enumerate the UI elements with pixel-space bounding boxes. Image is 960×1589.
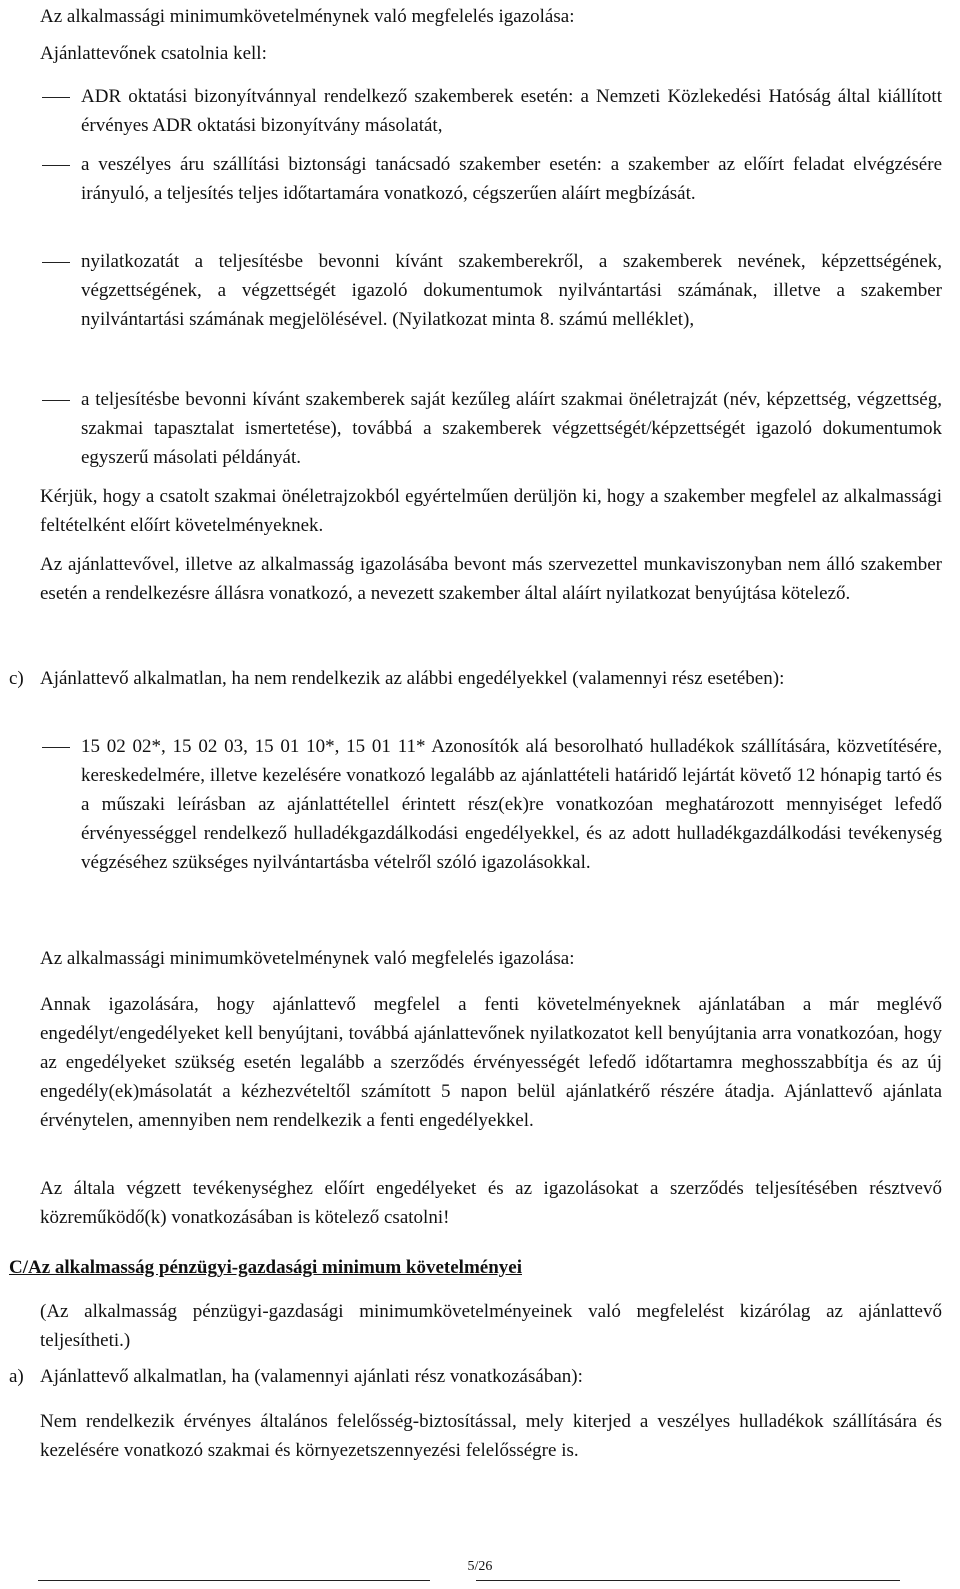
paragraph-requirement-proof: Az alkalmassági minimumkövetelménynek való megfelelés igazolása: — [40, 6, 575, 27]
paragraph-financial-note: (Az alkalmasság pénzügyi-gazdasági minimumkövetelményeinek való megfelelést kizárólag az ajánlattevő teljesítheti.) — [40, 1301, 942, 1351]
dash-bullet-icon — [42, 400, 70, 401]
dash-bullet-icon — [42, 165, 70, 166]
paragraph-must-attach: Ajánlattevőnek csatolnia kell: — [40, 43, 267, 64]
paragraph-requirement-proof-2: Az alkalmassági minimumkövetelménynek való megfelelés igazolása: — [40, 948, 575, 969]
bullet-cv: a teljesítésbe bevonni kívánt szakemberek saját kezűleg aláírt szakmai önéletrajzát (név, képzettség, végzettség, szakmai tapasztalat ismertetése), továbbá a szakemberek végzettségét/képzettségét igazoló dokumentumok egyszerű másolati példányát. — [81, 389, 942, 468]
paragraph-c-unfit: Ajánlattevő alkalmatlan, ha nem rendelkezik az alábbi engedélyekkel (valamennyi rész esetében): — [40, 668, 785, 689]
paragraph-permit-proof: Annak igazolására, hogy ajánlattevő megfelel a fenti követelményeknek ajánlatában a már meglévő engedélyt/engedélyeket kell benyújtani, továbbá ajánlattevőnek nyilatkozatot kell benyújtania arra vonatkozóan, hogy az engedélyeket szükség esetén legalább a szerződés érvényességét lefedő időtartamra meghosszabbítja és az új engedély(ek)másolatát a kézhezvételtől számított 5 napon belül ajánlatkérő részére átadja. Ajánlattevő ajánlata érvénytelen, amennyiben nem rendelkezik a fenti engedélyekkel. — [40, 994, 942, 1131]
list-label-c: c) — [9, 668, 24, 689]
paragraph-subcontractor-permits: Az általa végzett tevékenységhez előírt engedélyeket és az igazolásokat a szerződés teljesítésében résztvevő közreműködő(k) vonatkozásában is kötelező csatolni! — [40, 1178, 942, 1228]
paragraph-availability-declaration: Az ajánlattevővel, illetve az alkalmasság igazolásába bevont más szervezettel munkaviszonyban nem álló szakember esetén a rendelkezésre állásra vonatkozó, a nevezett szakember által aláírt nyilatkozat benyújtása kötelező. — [40, 554, 942, 604]
dash-bullet-icon — [42, 262, 70, 263]
section-heading-financial: C/Az alkalmasság pénzügyi-gazdasági minimum követelményei — [9, 1257, 522, 1278]
dash-bullet-icon — [42, 97, 70, 98]
paragraph-cv-request: Kérjük, hogy a csatolt szakmai önéletrajzokból egyértelműen derüljön ki, hogy a szakember megfelel az alkalmassági feltételként előírt követelményeknek. — [40, 486, 942, 536]
page-number: 5/26 — [467, 1559, 493, 1574]
bullet-experts-declaration: nyilatkozatát a teljesítésbe bevonni kívánt szakemberekről, a szakemberek nevének, képzettségének, végzettségének, a végzettségét igazoló dokumentumok nyilvántartási számának, illetve a szakember nyilvántartási számának megjelölésével. (Nyilatkozat minta 8. számú melléklet), — [81, 251, 942, 330]
list-label-a: a) — [9, 1366, 24, 1387]
footer-rule-left — [38, 1580, 430, 1581]
paragraph-insurance: Nem rendelkezik érvényes általános felelősség-biztosítással, mely kiterjed a veszélyes hulladékok szállítására és kezelésére vonatkozó szakmai és környezetszennyezési felelősségre is. — [40, 1411, 942, 1461]
paragraph-a-unfit: Ajánlattevő alkalmatlan, ha (valamennyi ajánlati rész vonatkozásában): — [40, 1366, 583, 1387]
bullet-adr-certificate: ADR oktatási bizonyítvánnyal rendelkező szakemberek esetén: a Nemzeti Közlekedési Hatóság által kiállított érvényes ADR oktatási bizonyítvány másolatát, — [81, 86, 942, 136]
footer-rule-right — [476, 1580, 900, 1581]
bullet-safety-advisor: a veszélyes áru szállítási biztonsági tanácsadó szakember esetén: a szakember az előírt feladat elvégzésére irányuló, a teljesítés teljes időtartamára vonatkozó, cégszerűen aláírt megbízását. — [81, 154, 942, 204]
bullet-waste-permits: 15 02 02*, 15 02 03, 15 01 10*, 15 01 11* Azonosítók alá besorolható hulladékok szállítására, közvetítésére, kereskedelmére, illetve kezelésére vonatkozó legalább az ajánlattételi határidő lejártát követő 12 hónapig tartó és a műszaki leírásban az ajánlattétellel érintett rész(ek)re vonatkozóan meghatározott mennyiséget lefedő érvényességgel rendelkező hulladékgazdálkodási engedélyekkel, és az adott hulladékgazdálkodási tevékenység végzéséhez szükséges nyilvántartásba vételről szóló igazolásokkal. — [81, 736, 942, 873]
dash-bullet-icon — [42, 747, 70, 748]
